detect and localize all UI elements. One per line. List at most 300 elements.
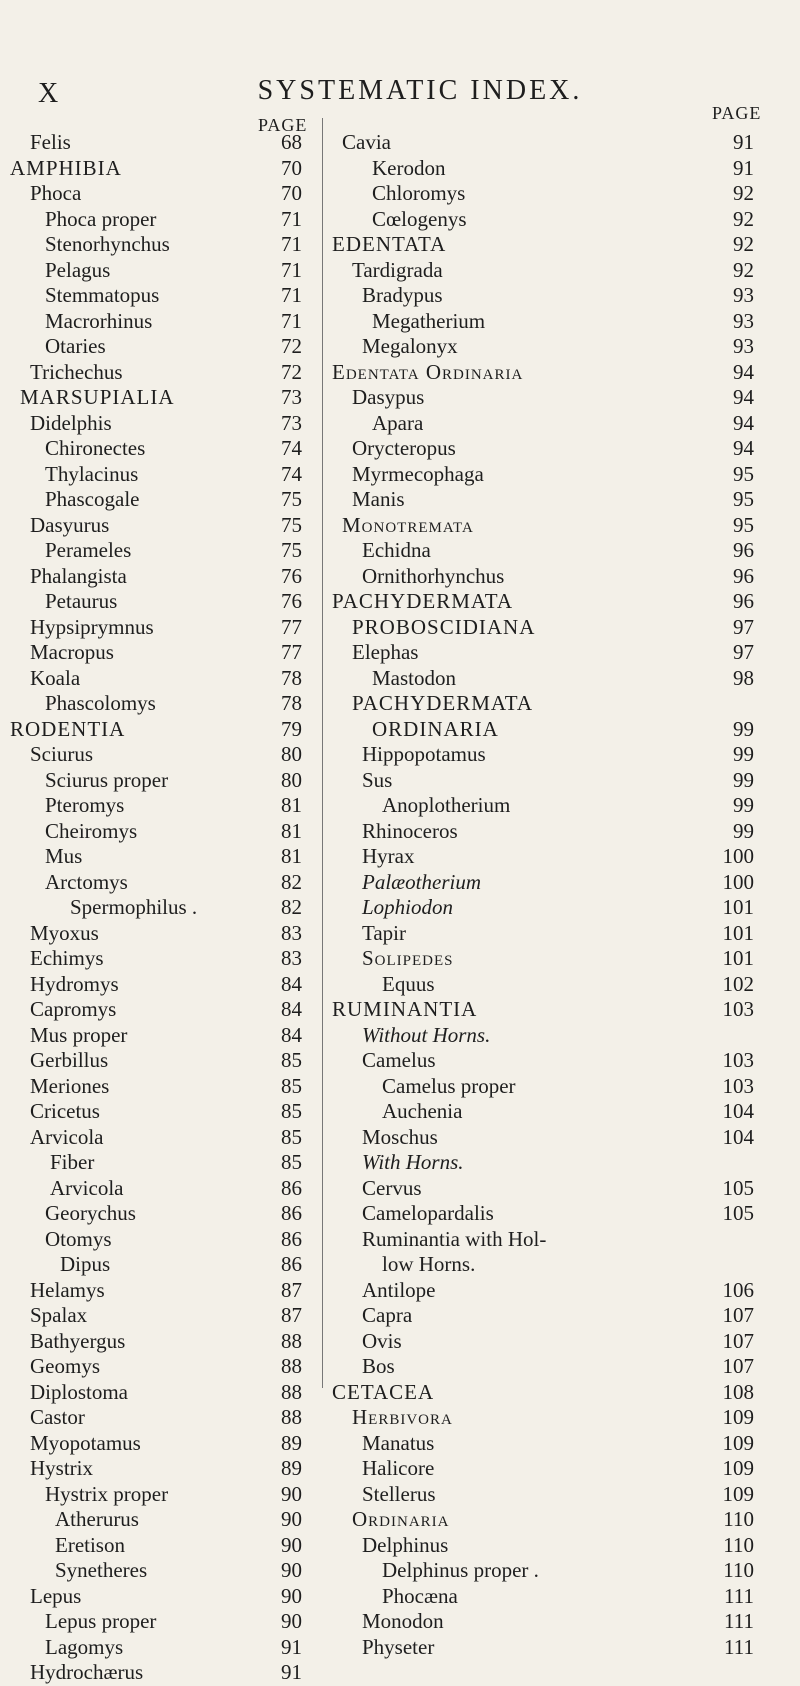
entry-name: Lagomys [45, 1634, 124, 1659]
entry-page: 71 [281, 232, 302, 256]
index-entry [0, 258, 310, 284]
entry-page: 97 [733, 640, 754, 664]
entry-name: Phascogale [45, 487, 140, 511]
index-entry [322, 513, 762, 539]
entry-page: 88 [281, 1379, 302, 1404]
index-entry [0, 1048, 310, 1074]
index-entry [0, 793, 310, 819]
entry-page: 94 [733, 436, 754, 460]
index-entry [322, 717, 762, 743]
entry-name: Mus proper [30, 1022, 128, 1047]
index-entry [322, 1176, 762, 1202]
index-entry [322, 615, 762, 641]
index-entry [322, 768, 762, 794]
entry-name: Arvicola [50, 1175, 124, 1200]
index-entry [0, 538, 310, 564]
entry-page: 102 [722, 971, 754, 996]
entry-name: Atherurus [55, 1507, 139, 1531]
index-entry [0, 870, 310, 896]
entry-name: Dasypus [352, 385, 425, 409]
entry-page: 73 [281, 385, 302, 409]
index-entry [322, 895, 762, 921]
entry-name: Lepus proper [45, 1609, 157, 1633]
entry-page: 87 [281, 1277, 302, 1302]
entry-name: Echidna [362, 538, 431, 562]
entry-page: 94 [733, 410, 754, 435]
index-entry [322, 1227, 762, 1253]
entry-page: 101 [722, 946, 754, 970]
entry-page: 103 [722, 997, 754, 1021]
entry-name: Hystrix [30, 1456, 93, 1480]
index-entry [0, 283, 310, 309]
entry-name: Rhinoceros [362, 818, 458, 843]
entry-page: 86 [281, 1252, 302, 1276]
entry-name: Elephas [352, 640, 419, 664]
index-entry [0, 436, 310, 462]
index-entry [0, 1456, 310, 1482]
entry-page: 96 [733, 589, 754, 613]
entry-name: Otomys [45, 1226, 112, 1251]
entry-page: 88 [281, 1405, 302, 1429]
entry-name: Myoxus [30, 920, 99, 945]
entry-page: 111 [724, 1583, 754, 1608]
entry-name: Stenorhynchus [45, 232, 170, 256]
index-entry [0, 1074, 310, 1100]
entry-name: Bathyergus [30, 1328, 126, 1353]
entry-page: 109 [722, 1456, 754, 1480]
entry-name: Otaries [45, 334, 106, 358]
entry-page: 76 [281, 563, 302, 588]
entry-page: 84 [281, 971, 302, 996]
entry-page: 85 [281, 1150, 302, 1174]
entry-page: 72 [281, 359, 302, 384]
index-entry [322, 207, 762, 233]
entry-page: 88 [281, 1328, 302, 1353]
entry-name: Synetheres [55, 1558, 148, 1582]
index-entry [0, 232, 310, 258]
entry-name: Edentata Ordinaria [332, 359, 524, 384]
entry-page: 85 [281, 1099, 302, 1123]
index-entry [322, 742, 762, 768]
index-entry [0, 1558, 310, 1584]
entry-page: 91 [281, 1634, 302, 1659]
entry-page: 81 [281, 793, 302, 817]
entry-name: Trichechus [30, 359, 123, 384]
entry-name: Megatherium [372, 308, 486, 333]
index-entry [0, 1201, 310, 1227]
index-entry [0, 1482, 310, 1508]
entry-name: Macropus [30, 640, 114, 664]
page-title: SYSTEMATIC INDEX. [257, 75, 583, 106]
entry-page: 90 [281, 1507, 302, 1531]
index-entry [0, 895, 310, 921]
index-entry [0, 589, 310, 615]
index-entry [0, 1380, 310, 1406]
index-entry [322, 309, 762, 335]
index-entry [0, 309, 310, 335]
entry-page: 73 [281, 410, 302, 435]
right-index-column [322, 130, 762, 1660]
entry-page: 107 [722, 1303, 754, 1327]
entry-page: 86 [281, 1175, 302, 1200]
entry-name: PACHYDERMATA [352, 691, 534, 715]
entry-name: Perameles [45, 538, 132, 562]
entry-page: 109 [722, 1481, 754, 1506]
entry-page: 106 [722, 1277, 754, 1302]
entry-name: Cervus [362, 1175, 422, 1200]
index-entry [0, 385, 310, 411]
entry-name: Castor [30, 1405, 85, 1429]
index-entry [0, 972, 310, 998]
index-entry [322, 1380, 762, 1406]
entry-page: 92 [733, 257, 754, 282]
entry-page: 98 [733, 665, 754, 690]
entry-page: 71 [281, 308, 302, 333]
entry-name: Arctomys [45, 869, 128, 894]
index-entry [322, 1431, 762, 1457]
index-entry [322, 1252, 762, 1278]
index-entry [322, 1099, 762, 1125]
entry-page: 80 [281, 767, 302, 792]
entry-name: Hydrochærus [30, 1660, 144, 1684]
entry-name: Chironectes [45, 436, 146, 460]
entry-page: 79 [281, 716, 302, 741]
index-entry [0, 1099, 310, 1125]
entry-page: 75 [281, 538, 302, 562]
entry-page: 71 [281, 206, 302, 231]
entry-page: 100 [722, 844, 754, 868]
index-entry [0, 1303, 310, 1329]
entry-name: Camelus [362, 1048, 436, 1072]
entry-page: 91 [281, 1660, 302, 1684]
index-entry [322, 1048, 762, 1074]
entry-name: With Horns. [362, 1150, 464, 1174]
index-entry [322, 283, 762, 309]
index-entry [322, 819, 762, 845]
entry-name: Stellerus [362, 1481, 436, 1506]
index-entry [322, 1201, 762, 1227]
entry-page: 105 [722, 1201, 754, 1225]
entry-page: 85 [281, 1048, 302, 1072]
index-entry [0, 1609, 310, 1635]
entry-name: RODENTIA [10, 716, 126, 741]
index-entry [0, 717, 310, 743]
entry-name: Phoca [30, 181, 82, 205]
entry-name: MARSUPIALIA [20, 385, 175, 409]
entry-page: 90 [281, 1532, 302, 1557]
entry-name: Halicore [362, 1456, 435, 1480]
index-entry [0, 1125, 310, 1151]
entry-page: 101 [722, 920, 754, 945]
entry-name: Helamys [30, 1277, 105, 1302]
entry-page: 77 [281, 640, 302, 664]
index-entry [0, 1405, 310, 1431]
index-entry [0, 130, 310, 156]
entry-name: Capra [362, 1303, 413, 1327]
index-entry [322, 1482, 762, 1508]
entry-page: 100 [722, 869, 754, 894]
entry-page: 99 [733, 742, 754, 766]
entry-name: Myopotamus [30, 1430, 141, 1455]
index-entry [322, 1329, 762, 1355]
index-entry [0, 844, 310, 870]
index-entry [322, 385, 762, 411]
index-entry [322, 334, 762, 360]
index-entry [322, 921, 762, 947]
entry-page: 101 [722, 895, 754, 919]
index-entry [322, 411, 762, 437]
index-entry [322, 181, 762, 207]
entry-name: Cavia [342, 130, 391, 154]
index-entry [0, 1329, 310, 1355]
entry-name: Geomys [30, 1354, 100, 1378]
entry-name: Sus [362, 767, 393, 792]
entry-page: 86 [281, 1201, 302, 1225]
entry-name: Bradypus [362, 283, 443, 307]
index-entry [322, 462, 762, 488]
index-entry [322, 997, 762, 1023]
entry-name: Spalax [30, 1303, 88, 1327]
index-entry [0, 156, 310, 182]
entry-name: Didelphis [30, 410, 112, 435]
entry-page: 82 [281, 869, 302, 894]
entry-name: Tapir [362, 920, 407, 945]
entry-name: Camelopardalis [362, 1201, 494, 1225]
entry-name: Anoplotherium [382, 793, 511, 817]
entry-name: Eretison [55, 1532, 125, 1557]
entry-page: 104 [722, 1099, 754, 1123]
entry-page: 88 [281, 1354, 302, 1378]
index-entry [322, 564, 762, 590]
index-entry [0, 207, 310, 233]
page-column-label-right: PAGE [712, 103, 762, 123]
entry-page: 109 [722, 1430, 754, 1455]
entry-name: Delphinus [362, 1532, 449, 1557]
entry-name: PACHYDERMATA [332, 589, 514, 613]
index-entry [0, 1635, 310, 1661]
entry-name: Equus [382, 971, 435, 996]
entry-page: 108 [722, 1379, 754, 1404]
entry-page: 81 [281, 844, 302, 868]
entry-name: Lophiodon [362, 895, 454, 919]
index-entry [322, 1405, 762, 1431]
index-entry [322, 589, 762, 615]
index-entry [322, 870, 762, 896]
entry-name: Apara [372, 410, 424, 435]
entry-page: 80 [281, 742, 302, 766]
entry-name: low Horns. [382, 1252, 476, 1276]
entry-name: Koala [30, 665, 81, 690]
index-entry [322, 436, 762, 462]
index-entry [322, 793, 762, 819]
index-entry [322, 666, 762, 692]
entry-name: Without Horns. [362, 1022, 491, 1047]
index-entry [0, 1507, 310, 1533]
entry-name: CETACEA [332, 1379, 435, 1404]
index-entry [322, 1533, 762, 1559]
entry-page: 99 [733, 793, 754, 817]
entry-page: 110 [723, 1558, 754, 1582]
entry-page: 104 [722, 1124, 754, 1149]
index-entry [322, 1074, 762, 1100]
entry-name: Mastodon [372, 665, 456, 690]
entry-name: EDENTATA [332, 232, 447, 256]
index-entry [0, 1660, 310, 1686]
index-entry [322, 640, 762, 666]
entry-name: Hypsiprymnus [30, 614, 154, 639]
entry-page: 111 [724, 1609, 754, 1633]
entry-page: 110 [723, 1532, 754, 1557]
entry-page: 99 [733, 716, 754, 741]
index-entry [0, 411, 310, 437]
entry-name: Echimys [30, 946, 104, 970]
entry-page: 107 [722, 1354, 754, 1378]
entry-name: Palæotherium [362, 869, 481, 894]
entry-name: Megalonyx [362, 334, 458, 358]
entry-name: Antilope [362, 1277, 436, 1302]
index-entry [0, 1150, 310, 1176]
index-entry [0, 462, 310, 488]
entry-page: 94 [733, 385, 754, 409]
entry-page: 90 [281, 1558, 302, 1582]
entry-page: 110 [723, 1507, 754, 1531]
entry-name: Auchenia [382, 1099, 463, 1123]
entry-page: 93 [733, 334, 754, 358]
index-entry [322, 1125, 762, 1151]
entry-name: Hippopotamus [362, 742, 486, 766]
entry-page: 84 [281, 997, 302, 1021]
entry-page: 87 [281, 1303, 302, 1327]
entry-name: Chloromys [372, 181, 466, 205]
entry-page: 71 [281, 257, 302, 282]
index-entry [0, 1584, 310, 1610]
entry-name: Sciurus [30, 742, 93, 766]
entry-page: 75 [281, 487, 302, 511]
entry-name: Cœlogenys [372, 206, 467, 231]
index-entry [0, 768, 310, 794]
entry-name: Stemmatopus [45, 283, 160, 307]
entry-name: Tardigrada [352, 257, 443, 282]
index-entry [0, 691, 310, 717]
entry-page: 97 [733, 614, 754, 639]
index-entry [322, 1609, 762, 1635]
entry-name: Cricetus [30, 1099, 100, 1123]
entry-page: 77 [281, 614, 302, 639]
entry-page: 96 [733, 563, 754, 588]
entry-name: RUMINANTIA [332, 997, 478, 1021]
entry-name: Sciurus proper [45, 767, 169, 792]
entry-page: 103 [722, 1073, 754, 1098]
index-entry [322, 1507, 762, 1533]
index-entry [322, 360, 762, 386]
entry-name: Herbivora [352, 1405, 453, 1429]
entry-page: 86 [281, 1226, 302, 1251]
entry-name: Phalangista [30, 563, 127, 588]
entry-page: 90 [281, 1609, 302, 1633]
entry-page: 71 [281, 283, 302, 307]
entry-name: Arvicola [30, 1124, 104, 1149]
entry-name: Spermophilus . [70, 895, 198, 919]
index-entry [322, 258, 762, 284]
entry-name: Capromys [30, 997, 117, 1021]
entry-page: 107 [722, 1328, 754, 1353]
index-entry [322, 1150, 762, 1176]
entry-page: 70 [281, 155, 302, 180]
entry-name: Physeter [362, 1634, 435, 1659]
entry-name: Felis [30, 130, 71, 154]
entry-name: Macrorhinus [45, 308, 153, 333]
entry-page: 70 [281, 181, 302, 205]
entry-name: Monotremata [342, 512, 474, 537]
entry-name: Dipus [60, 1252, 111, 1276]
entry-name: Fiber [50, 1150, 95, 1174]
entry-name: ORDINARIA [372, 716, 499, 741]
entry-name: Ovis [362, 1328, 402, 1353]
entry-name: AMPHIBIA [10, 155, 122, 180]
entry-name: Cheiromys [45, 818, 138, 843]
entry-page: 75 [281, 512, 302, 537]
entry-name: Pteromys [45, 793, 125, 817]
entry-page: 83 [281, 946, 302, 970]
entry-name: Phascolomys [45, 691, 156, 715]
left-index-column [0, 130, 310, 1686]
index-entry [0, 1278, 310, 1304]
entry-page: 68 [281, 130, 302, 154]
entry-name: Bos [362, 1354, 395, 1378]
index-entry [0, 640, 310, 666]
entry-page: 109 [722, 1405, 754, 1429]
index-entry [322, 130, 762, 156]
index-entry [322, 1456, 762, 1482]
entry-name: Monodon [362, 1609, 444, 1633]
entry-name: Orycteropus [352, 436, 456, 460]
index-entry [322, 1584, 762, 1610]
entry-name: Ruminantia with Hol- [362, 1226, 547, 1251]
entry-page: 91 [733, 130, 754, 154]
entry-name: Hydromys [30, 971, 119, 996]
entry-page: 84 [281, 1022, 302, 1047]
entry-page: 95 [733, 487, 754, 511]
entry-page: 78 [281, 665, 302, 690]
entry-page: 94 [733, 359, 754, 384]
index-entry [0, 181, 310, 207]
entry-page: 99 [733, 818, 754, 843]
index-entry [322, 1023, 762, 1049]
index-entry [322, 946, 762, 972]
index-entry [322, 232, 762, 258]
entry-name: Gerbillus [30, 1048, 109, 1072]
entry-page: 92 [733, 232, 754, 256]
entry-page: 105 [722, 1175, 754, 1200]
entry-name: Georychus [45, 1201, 136, 1225]
index-entry [0, 946, 310, 972]
index-entry [0, 487, 310, 513]
index-entry [322, 1354, 762, 1380]
entry-page: 74 [281, 436, 302, 460]
index-entry [322, 538, 762, 564]
index-entry [0, 564, 310, 590]
entry-page: 85 [281, 1124, 302, 1149]
entry-name: Dasyurus [30, 512, 110, 537]
entry-name: Ordinaria [352, 1507, 450, 1531]
index-entry [0, 1533, 310, 1559]
entry-name: Ornithorhynchus [362, 563, 505, 588]
index-entry [322, 844, 762, 870]
entry-name: Pelagus [45, 257, 111, 282]
index-entry [0, 334, 310, 360]
entry-page: 90 [281, 1481, 302, 1506]
index-entry [322, 1635, 762, 1661]
